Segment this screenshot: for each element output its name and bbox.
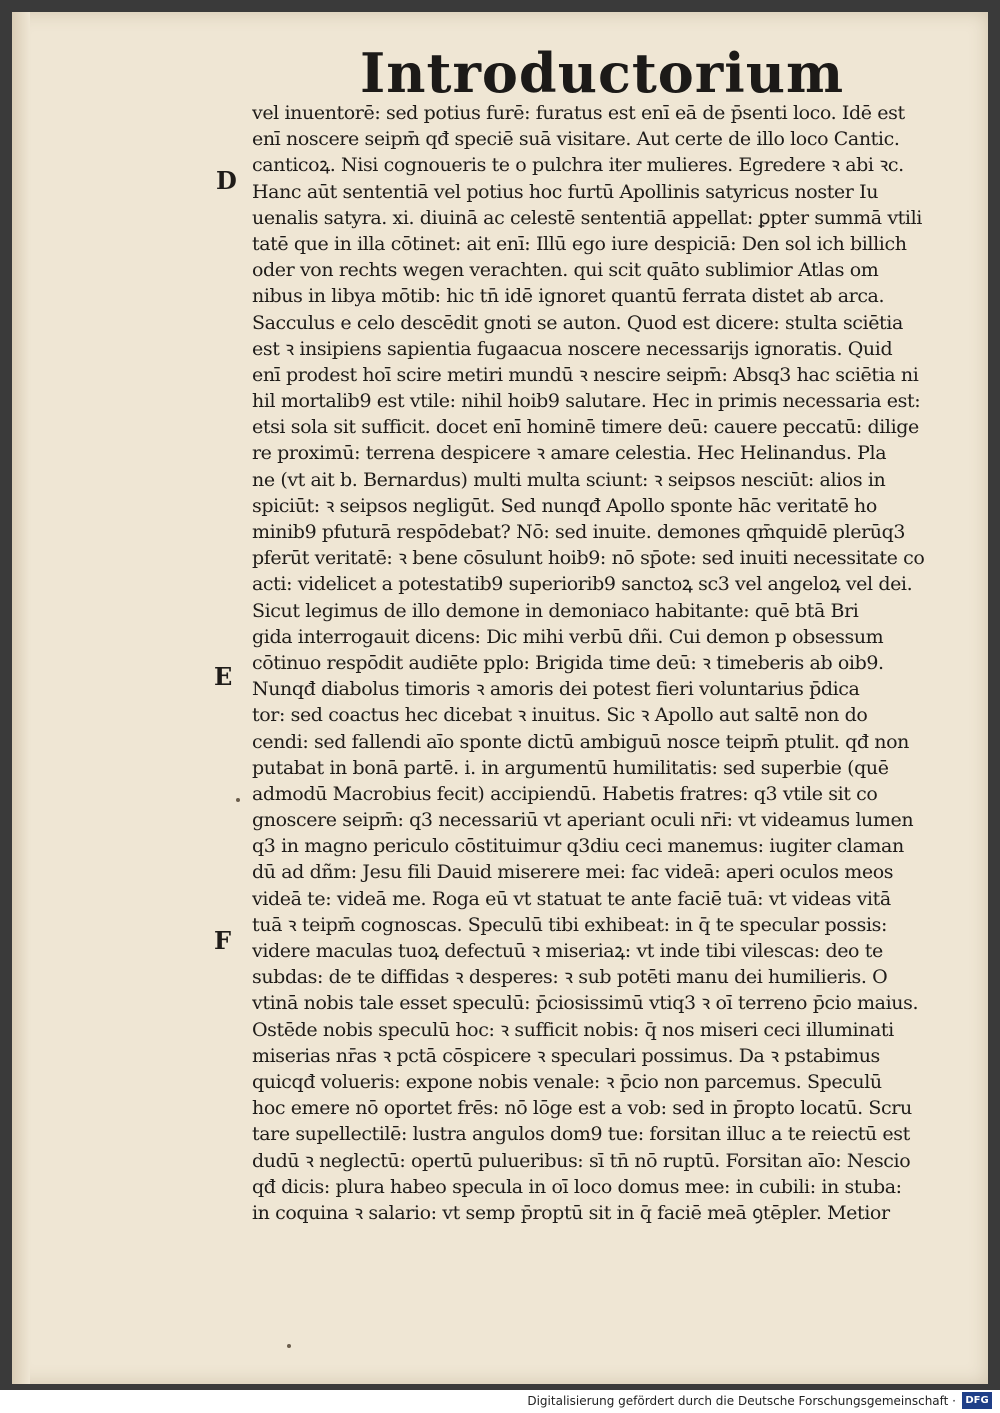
text-line: subdas: de te diffidas ꝛ desperes: ꝛ sub potēti manu dei humilieris. O bbox=[252, 966, 888, 989]
text-line: Nunqđ diabolus timoris ꝛ amoris dei potest fieri voluntarius p̄dica bbox=[252, 678, 860, 701]
text-line: dū ad dñm: Jesu fili Dauid miserere mei: fac videā: aperi oculos meos bbox=[252, 861, 894, 884]
text-line: hil mortalib9 est vtile: nihil hoib9 salutare. Hec in primis necessaria est: bbox=[252, 390, 921, 413]
text-line: putabat in bonā partē. i. in argumentū humilitatis: sed superbie (quē bbox=[252, 756, 889, 779]
running-header: Introductorium bbox=[360, 41, 845, 105]
text-line: pferūt veritatē: ꝛ bene cōsulunt hoib9: nō sp̄ote: sed inuiti necessitate co bbox=[252, 547, 925, 570]
text-line: minib9 pfuturā respōdebat? Nō: sed inuite. demones qm̄quidē plerūq3 bbox=[252, 521, 906, 543]
text-line: acti: videlicet a potestatib9 superiorib9 sanctoꝝ sc3 vel angeloꝝ vel dei. bbox=[252, 573, 913, 596]
footer-credit: Digitalisierung gefördert durch die Deutsche Forschungsgemeinschaft · bbox=[527, 1394, 956, 1408]
text-line: est ꝛ insipiens sapientia fugaacua noscere necessarijs ignoratis. Quid bbox=[252, 337, 893, 360]
text-line: cōtinuo respōdit audiēte pplo: Brigida time deū: ꝛ timeberis ab oib9. bbox=[252, 651, 884, 674]
text-line: videā te: videā me. Roga eū vt statuat te ante faciē tuā: vt videas vitā bbox=[252, 887, 891, 910]
text-line: Ostēde nobis speculū hoc: ꝛ sufficit nobis: q̄ nos miseri ceci illuminati bbox=[252, 1018, 894, 1041]
text-line: enī noscere seipm̄ qđ speciē suā visitare. Aut certe de illo loco Cantic. bbox=[252, 128, 900, 151]
text-line: in coquina ꝛ salario: vt semp p̄roptū sit in q̄ faciē meā ꝯtēpler. Metior bbox=[252, 1201, 890, 1224]
text-line: oder von rechts wegen verachten. qui scit quāto sublimior Atlas om bbox=[252, 259, 879, 282]
text-line: gnoscere seipm̄: q3 necessariū vt aperiant oculi nr̄i: vt videamus lumen bbox=[252, 809, 914, 832]
text-line: quicqđ volueris: expone nobis venale: ꝛ p̄cio non parcemus. Speculū bbox=[252, 1070, 882, 1093]
body-text bbox=[252, 100, 952, 1226]
text-line: re proximū: terrena despicere ꝛ amare celestia. Hec Helinandus. Pla bbox=[252, 442, 887, 465]
text-line: vel inuentorē: sed potius furē: furatus est enī eā de p̄senti loco. Idē est bbox=[252, 102, 905, 124]
margin-letter-e: E bbox=[214, 662, 233, 691]
ink-dot bbox=[287, 1344, 291, 1348]
text-line: tare supellectilē: lustra angulos dom9 tue: forsitan illuc a te reiectū est bbox=[252, 1123, 910, 1146]
text-line: tatē que in illa cōtinet: ait enī: Illū ego iure despiciā: Den sol ich billich bbox=[252, 232, 907, 255]
text-line: tor: sed coactus hec dicebat ꝛ inuitus. Sic ꝛ Apollo aut saltē non do bbox=[252, 704, 868, 727]
text-line: admodū Macrobius fecit) accipiendū. Habetis fratres: q3 vtile sit co bbox=[252, 782, 878, 805]
text-line: hoc emere nō oportet frēs: nō lōge est a vob: sed in p̄ropto locatū. Scru bbox=[252, 1097, 912, 1120]
margin-letter-f: F bbox=[214, 926, 232, 955]
dfg-logo: DFG bbox=[962, 1392, 992, 1409]
page-gutter bbox=[12, 12, 30, 1384]
text-line: Hanc aūt sententiā vel potius hoc furtū Apollinis satyricus noster Iu bbox=[252, 180, 879, 203]
text-line: qđ dicis: plura habeo specula in oī loco domus mee: in cubili: in stuba: bbox=[252, 1175, 902, 1198]
margin-letter-d: D bbox=[216, 166, 237, 195]
text-line: miserias nr̄as ꝛ pctā cōspicere ꝛ speculari possimus. Da ꝛ pstabimus bbox=[252, 1044, 880, 1067]
text-line: uenalis satyra. xi. diuinā ac celestē sententiā appellat: ꝑpter summā vtili bbox=[252, 206, 922, 229]
text-line: gida interrogauit dicens: Dic mihi verbū dñi. Cui demon p obsessum bbox=[252, 625, 884, 648]
text-line: tuā ꝛ teipm̄ cognoscas. Speculū tibi exhibeat: in q̄ te specular possis: bbox=[252, 913, 888, 936]
text-line: ne (vt ait b. Bernardus) multi multa sciunt: ꝛ seipsos nesciūt: alios in bbox=[252, 468, 886, 491]
text-line: cendi: sed fallendi aīo sponte dictū ambiguū nosce teipm̄ ptulit. qđ non bbox=[252, 730, 910, 753]
text-line: videre maculas tuoꝝ defectuū ꝛ miseriaꝝ: vt inde tibi vilescas: deo te bbox=[252, 940, 883, 962]
text-line: Sacculus e celo descēdit gnoti se auton. Quod est dicere: stulta sciētia bbox=[252, 311, 903, 334]
text-line: Sicut legimus de illo demone in demoniaco habitante: quē btā Bri bbox=[252, 599, 859, 622]
text-line: dudū ꝛ neglectū: opertū pulueribus: sī tn̄ nō ruptū. Forsitan aīo: Nescio bbox=[252, 1149, 911, 1172]
text-line: q3 in magno periculo cōstituimur q3diu ceci manemus: iugiter claman bbox=[252, 835, 904, 858]
footer-bar bbox=[0, 1390, 1000, 1413]
text-line: vtinā nobis tale esset speculū: p̄ciosissimū vtiq3 ꝛ oī terreno p̄cio maius. bbox=[252, 992, 919, 1015]
text-line: enī prodest hoī scire metiri mundū ꝛ nescire seipm̄: Absq3 hac sciētia ni bbox=[252, 363, 919, 386]
text-line: etsi sola sit sufficit. docet enī hominē timere deū: cauere peccatū: dilige bbox=[252, 416, 919, 439]
text-line: nibus in libya mōtib: hic tn̄ idē ignoret quantū ferrata distet ab arca. bbox=[252, 285, 885, 308]
text-line: spiciūt: ꝛ seipsos negligūt. Sed nunqđ Apollo sponte hāc veritatē ho bbox=[252, 494, 877, 517]
ink-dot bbox=[236, 798, 240, 802]
text-line: canticoꝝ. Nisi cognoueris te o pulchra iter mulieres. Egredere ꝛ abi ꝛc. bbox=[252, 154, 904, 177]
